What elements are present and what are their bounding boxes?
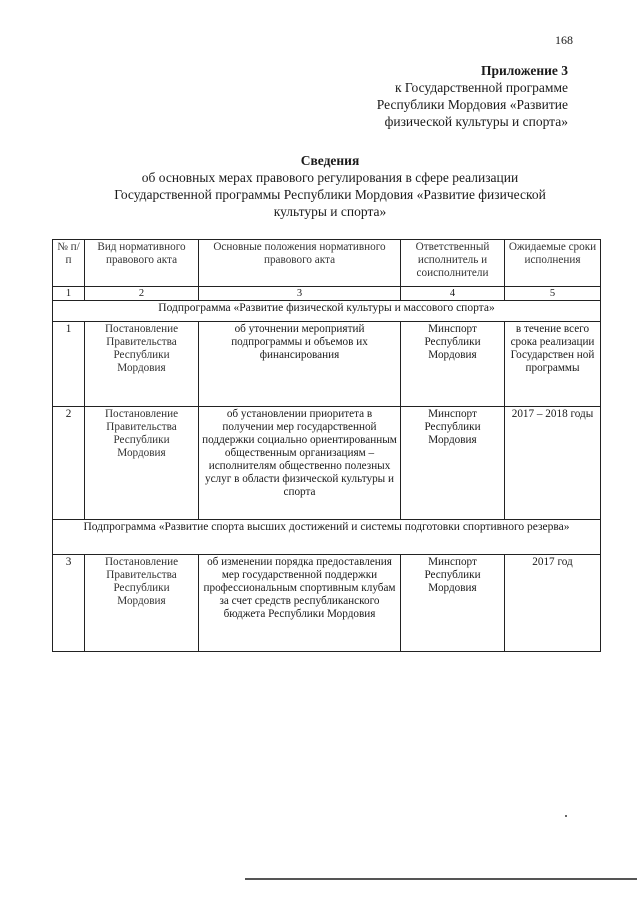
column-number: 5 xyxy=(505,287,601,301)
subprogram-title: Подпрограмма «Развитие физической культуры и массового спорта» xyxy=(53,301,601,322)
column-number: 4 xyxy=(401,287,505,301)
scan-dot xyxy=(565,815,567,817)
annex-block xyxy=(268,62,568,130)
column-number: 2 xyxy=(85,287,199,301)
scan-edge-line xyxy=(245,878,637,880)
annex-line: Республики Мордовия «Развитие xyxy=(376,97,568,112)
expected-term: в течение всего срока реализации Государствен ной программы xyxy=(505,322,601,407)
annex-line: физической культуры и спорта» xyxy=(384,114,568,129)
subprogram-title: Подпрограмма «Развитие спорта высших достижений и системы подготовки спортивного резерва» xyxy=(53,520,601,555)
act-type: Постановление Правительства Республики Мордовия xyxy=(85,322,199,407)
annex-line: к Государственной программе xyxy=(394,80,568,95)
section-row xyxy=(53,301,601,322)
expected-term: 2017 – 2018 годы xyxy=(505,407,601,520)
heading-title: Сведения xyxy=(300,153,360,168)
header-number: № п/п xyxy=(53,240,85,287)
heading-line: Государственной программы Республики Мордовия «Развитие физической xyxy=(114,187,546,202)
responsible-executor: Минспорт Республики Мордовия xyxy=(401,407,505,520)
act-provisions: об изменении порядка предоставления мер государственной поддержки профессиональным спортивным клубам за счет средств республиканского бюджета Республики Мордовия xyxy=(199,555,401,652)
header-executor: Ответственный исполнитель и соисполнители xyxy=(401,240,505,287)
header-act-type: Вид нормативного правового акта xyxy=(85,240,199,287)
act-type: Постановление Правительства Республики Мордовия xyxy=(85,407,199,520)
responsible-executor: Минспорт Республики Мордовия xyxy=(401,322,505,407)
page-number: 168 xyxy=(555,33,573,47)
table-header-row xyxy=(53,240,601,287)
table-row xyxy=(53,407,601,520)
act-provisions: об уточнении мероприятий подпрограммы и объемов их финансирования xyxy=(199,322,401,407)
header-term: Ожидаемые сроки исполнения xyxy=(505,240,601,287)
row-number: 1 xyxy=(53,322,85,407)
document-heading xyxy=(70,152,590,220)
section-row xyxy=(53,520,601,555)
table-row xyxy=(53,555,601,652)
responsible-executor: Минспорт Республики Мордовия xyxy=(401,555,505,652)
header-provisions: Основные положения нормативного правового акта xyxy=(199,240,401,287)
column-number: 3 xyxy=(199,287,401,301)
act-provisions: об установлении приоритета в получении мер государственной поддержки социально ориентированным общественным организациям – исполнителям общественно полезных услуг в области физической культуры и спорта xyxy=(199,407,401,520)
row-number: 2 xyxy=(53,407,85,520)
heading-line: культуры и спорта» xyxy=(273,204,387,219)
act-type: Постановление Правительства Республики Мордовия xyxy=(85,555,199,652)
measures-table xyxy=(52,239,601,652)
annex-title: Приложение 3 xyxy=(480,63,568,78)
expected-term: 2017 год xyxy=(505,555,601,652)
column-number: 1 xyxy=(53,287,85,301)
row-number: 3 xyxy=(53,555,85,652)
heading-line: об основных мерах правового регулирования в сфере реализации xyxy=(141,170,519,185)
column-number-row xyxy=(53,287,601,301)
table-row xyxy=(53,322,601,407)
